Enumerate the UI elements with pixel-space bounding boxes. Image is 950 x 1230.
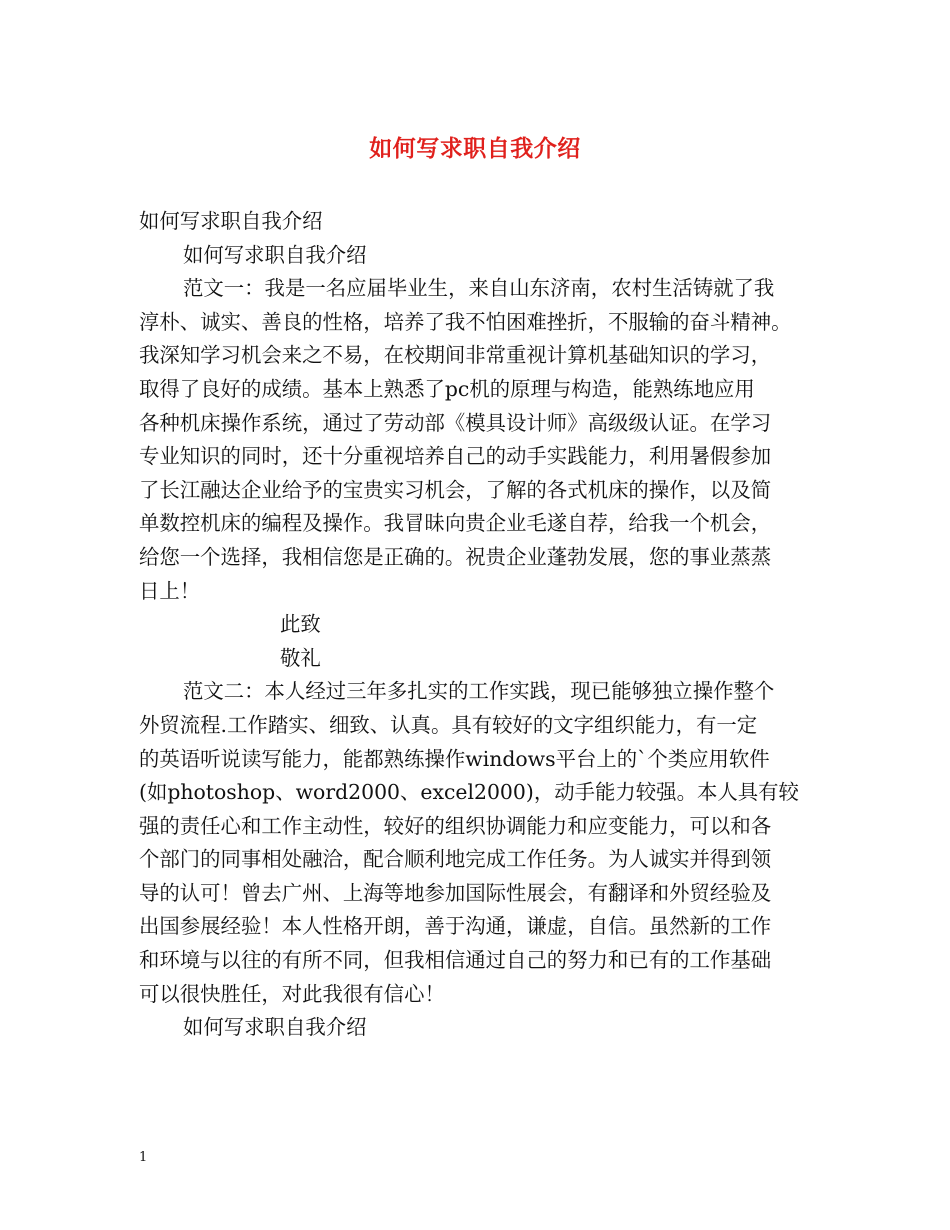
text-line: 范文二：本人经过三年多扎实的工作实践，现已能够独立操作整个 (183, 679, 775, 704)
text-line: 我深知学习机会来之不易，在校期间非常重视计算机基础知识的学习， (139, 343, 772, 368)
page-number: 1 (139, 1150, 148, 1165)
text-line: 导的认可！曾去广州、上海等地参加国际性展会，有翻译和外贸经验及 (139, 880, 772, 905)
text-line: 取得了良好的成绩。基本上熟悉了pc机的原理与构造，能熟练地应用 (139, 376, 755, 401)
text-line: 可以很快胜任，对此我很有信心！ (139, 981, 445, 1006)
text-line: 此致 (280, 612, 321, 637)
text-line: 敬礼 (280, 645, 321, 670)
text-line: 了长江融达企业给予的宝贵实习机会，了解的各式机床的操作，以及简 (139, 477, 772, 502)
text-line: 淳朴、诚实、善良的性格，培养了我不怕困难挫折，不服输的奋斗精神。 (139, 309, 792, 334)
document-title: 如何写求职自我介绍 (369, 135, 581, 162)
text-line: 强的责任心和工作主动性，较好的组织协调能力和应变能力，可以和各 (139, 813, 772, 838)
text-line: 的英语听说读写能力，能都熟练操作windows平台上的`个类应用软件 (139, 746, 770, 771)
text-line: 如何写求职自我介绍 (139, 209, 323, 233)
text-line: 外贸流程.工作踏实、细致、认真。具有较好的文字组织能力，有一定 (139, 712, 758, 737)
text-line: 范文一：我是一名应届毕业生，来自山东济南，农村生活铸就了我 (183, 276, 775, 301)
document-body (139, 205, 829, 1045)
text-line: 各种机床操作系统，通过了劳动部《模具设计师》高级级认证。在学习 (139, 410, 772, 435)
text-line: 专业知识的同时，还十分重视培养自己的动手实践能力，利用暑假参加 (139, 444, 772, 469)
text-line: 和环境与以往的有所不同，但我相信通过自己的努力和已有的工作基础 (139, 948, 772, 973)
text-line: 给您一个选择，我相信您是正确的。祝贵企业蓬勃发展，您的事业蒸蒸 (139, 544, 772, 569)
text-line: 如何写求职自我介绍 (183, 1015, 367, 1040)
text-line: 如何写求职自我介绍 (183, 242, 367, 267)
text-line: 个部门的同事相处融洽，配合顺利地完成工作任务。为人诚实并得到领 (139, 847, 772, 872)
text-line: 出国参展经验！本人性格开朗，善于沟通，谦虚，自信。虽然新的工作 (139, 914, 772, 939)
text-line: 日上！ (139, 578, 201, 603)
text-line: 单数控机床的编程及操作。我冒昧向贵企业毛遂自荐，给我一个机会， (139, 511, 772, 536)
text-line: (如photoshop、word2000、excel2000)，动手能力较强。本人具有较 (139, 780, 799, 805)
